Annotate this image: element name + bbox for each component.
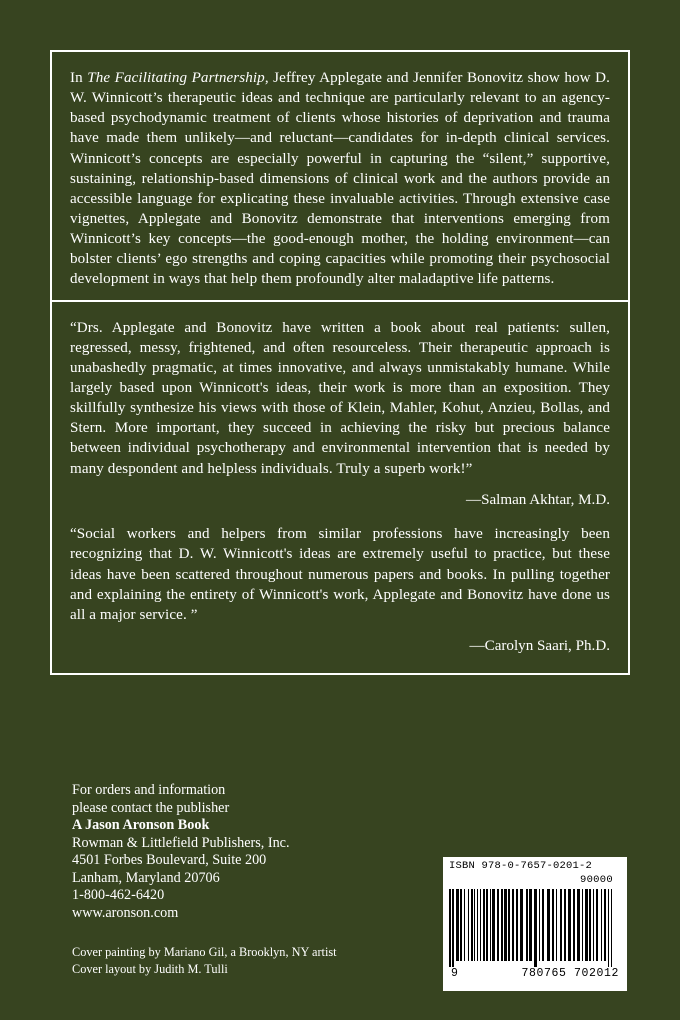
review-attribution-1: —Salman Akhtar, M.D. — [465, 491, 610, 508]
blurb-box — [50, 50, 630, 675]
cover-painting-credit: Cover painting by Mariano Gil, a Brooklyn, NY artist — [72, 945, 337, 959]
review-attribution-2: —Carolyn Saari, Ph.D. — [469, 637, 610, 654]
publisher-info — [72, 782, 452, 922]
barcode-bars — [449, 889, 621, 967]
cover-layout-credit: Cover layout by Judith M. Tulli — [72, 961, 228, 976]
description-paragraph — [70, 68, 610, 290]
publisher-company: Rowman & Littlefield Publishers, Inc. — [72, 834, 290, 851]
publisher-phone: 1-800-462-6420 — [72, 887, 165, 904]
publisher-address-line-1: 4501 Forbes Boulevard, Suite 200 — [72, 852, 267, 869]
description-body: , Jeffrey Applegate and Jennifer Bonovitz show how D. W. Winnicott’s therapeutic ideas and technique are particularly relevant to an agency-based psychodynamic treatment of clients whose histories of deprivation and trauma have made them unlikely—and reluctant—candidates for in-depth clinical services. Winnicott’s concepts are especially powerful in capturing the “silent,” supportive, sustaining, relationship-based dimensions of clinical work and the authors provide an accessible language for explicating these invaluable activities. Through extensive case vignettes, Applegate and Bonovitz demonstrate that interventions emerging from Winnicott’s key concepts—the good-enough mother, the holding environment—can bolster clients’ ego strengths and coping capacities while promoting their psychosocial development in ways that help them profoundly alter maladaptive life patterns. — [70, 70, 610, 288]
review-quote-1: “Drs. Applegate and Bonovitz have written a book about real patients: sullen, regressed, messy, frightened, and often resourceless. Their therapeutic approach is unabashedly pragmatic, at times innovative, and always unmistakably humane. While largely based upon Winnicott's ideas, their work is more than an exposition. They skillfully synthesize his views with those of Klein, Mahler, Kohut, Anzieu, Bollas, and Stern. More important, they succeed in achieving the risky but precious balance between individual psychotherapy and environmental intervention that is needed by many despondent and helpless individuals. Truly a superb work!” — [70, 319, 610, 477]
review-quote-2: “Social workers and helpers from similar professions have increasingly been recognizing that D. W. Winnicott's ideas are extremely useful to practice, but these ideas have been scattered throughout numerous papers and books. In pulling together and explaining the entirety of Winnicott's work, Applegate and Bonovitz have done us all a major service. ” — [70, 526, 610, 623]
book-title-italic: The Facilitating Partnership — [87, 70, 265, 86]
barcode-digits-left: 9 — [451, 966, 459, 980]
barcode-price-code: 90000 — [579, 873, 613, 886]
description-lead-in: In — [70, 70, 88, 86]
description-section — [52, 52, 628, 300]
publisher-orders-line-2: please contact the publisher — [72, 799, 230, 816]
publisher-address-line-2: Lanham, Maryland 20706 — [72, 869, 220, 886]
publisher-imprint: A Jason Aronson Book — [72, 817, 210, 834]
publisher-orders-line-1: For orders and information — [72, 782, 226, 798]
isbn-label: ISBN 978-0-7657-0201-2 — [449, 860, 593, 872]
cover-credits — [72, 944, 452, 978]
publisher-website[interactable]: www.aronson.com — [72, 904, 179, 921]
reviews-section — [52, 302, 628, 673]
barcode — [443, 857, 627, 991]
barcode-digits-right: 780765 702012 — [521, 966, 619, 980]
